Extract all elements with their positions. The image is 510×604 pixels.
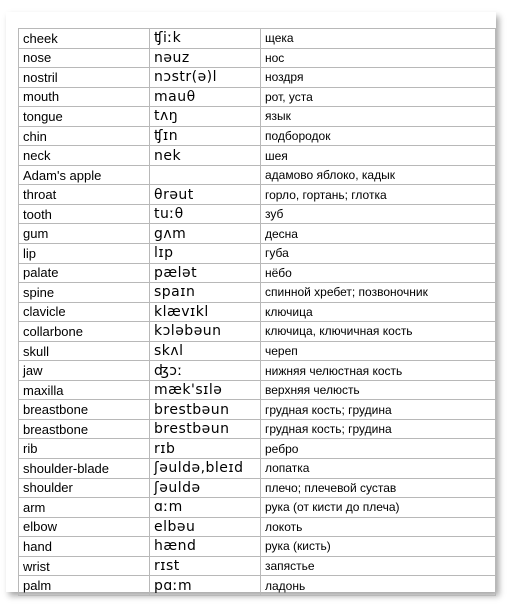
table-row (19, 361, 496, 381)
translation-cell: ребро (261, 439, 496, 459)
translation-cell: губа (261, 244, 496, 264)
transcription-cell: rɪb (150, 439, 261, 459)
transcription-cell: hænd (150, 537, 261, 557)
translation-cell: горло, гортань; глотка (261, 185, 496, 205)
transcription-cell: ʤɔː (150, 361, 261, 381)
translation-cell: рука (кисть) (261, 537, 496, 557)
translation-cell: верхняя челюсть (261, 380, 496, 400)
transcription-cell: ʧiːk (150, 29, 261, 49)
word-cell: rib (19, 439, 150, 459)
word-cell: arm (19, 498, 150, 518)
vocabulary-table-body (19, 29, 496, 596)
transcription-cell: rɪst (150, 556, 261, 576)
word-cell: Adam's apple (19, 165, 150, 185)
transcription-cell: ʧɪn (150, 126, 261, 146)
transcription-cell: ʃəuldə (150, 478, 261, 498)
table-row (19, 439, 496, 459)
translation-cell: грудная кость; грудина (261, 419, 496, 439)
transcription-cell: klævɪkl (150, 302, 261, 322)
word-cell: maxilla (19, 380, 150, 400)
transcription-cell: ɑːm (150, 498, 261, 518)
transcription-cell: pælət (150, 263, 261, 283)
translation-cell: подбородок (261, 126, 496, 146)
table-row (19, 107, 496, 127)
word-cell: collarbone (19, 322, 150, 342)
table-row (19, 459, 496, 479)
transcription-cell (150, 165, 261, 185)
word-cell: elbow (19, 517, 150, 537)
translation-cell: рот, уста (261, 87, 496, 107)
word-cell: shoulder-blade (19, 459, 150, 479)
translation-cell: нос (261, 48, 496, 68)
word-cell: throat (19, 185, 150, 205)
transcription-cell: brestbəun (150, 400, 261, 420)
translation-cell: локоть (261, 517, 496, 537)
transcription-cell: mæk'sɪlə (150, 380, 261, 400)
word-cell: gum (19, 224, 150, 244)
table-frame (6, 12, 496, 592)
table-row (19, 498, 496, 518)
table-row (19, 537, 496, 557)
word-cell: nose (19, 48, 150, 68)
transcription-cell: lɪp (150, 244, 261, 264)
table-row (19, 478, 496, 498)
word-cell: neck (19, 146, 150, 166)
table-row (19, 322, 496, 342)
word-cell: wrist (19, 556, 150, 576)
vocabulary-table (18, 28, 496, 596)
transcription-cell: kɔləbəun (150, 322, 261, 342)
table-row (19, 87, 496, 107)
table-row (19, 380, 496, 400)
table-row (19, 283, 496, 303)
table-row (19, 556, 496, 576)
table-row (19, 341, 496, 361)
word-cell: tooth (19, 204, 150, 224)
word-cell: breastbone (19, 400, 150, 420)
word-cell: skull (19, 341, 150, 361)
table-row (19, 48, 496, 68)
word-cell: hand (19, 537, 150, 557)
word-cell: tongue (19, 107, 150, 127)
translation-cell: адамово яблоко, кадык (261, 165, 496, 185)
table-row (19, 29, 496, 49)
transcription-cell: brestbəun (150, 419, 261, 439)
word-cell: jaw (19, 361, 150, 381)
word-cell: shoulder (19, 478, 150, 498)
translation-cell: запястье (261, 556, 496, 576)
transcription-cell: θrəut (150, 185, 261, 205)
transcription-cell: tuːθ (150, 204, 261, 224)
translation-cell: ноздря (261, 68, 496, 88)
table-row (19, 302, 496, 322)
table-row (19, 224, 496, 244)
word-cell: breastbone (19, 419, 150, 439)
transcription-cell: spaɪn (150, 283, 261, 303)
word-cell: cheek (19, 29, 150, 49)
translation-cell: язык (261, 107, 496, 127)
translation-cell: зуб (261, 204, 496, 224)
table-row (19, 517, 496, 537)
transcription-cell: tʌŋ (150, 107, 261, 127)
transcription-cell: skʌl (150, 341, 261, 361)
table-row (19, 244, 496, 264)
table-row (19, 204, 496, 224)
transcription-cell: ʃəuldə,bleɪd (150, 459, 261, 479)
transcription-cell: elbəu (150, 517, 261, 537)
translation-cell: лопатка (261, 459, 496, 479)
transcription-cell: mauθ (150, 87, 261, 107)
word-cell: lip (19, 244, 150, 264)
table-row (19, 165, 496, 185)
translation-cell: нёбо (261, 263, 496, 283)
word-cell: mouth (19, 87, 150, 107)
translation-cell: плечо; плечевой сустав (261, 478, 496, 498)
word-cell: nostril (19, 68, 150, 88)
translation-cell: нижняя челюстная кость (261, 361, 496, 381)
word-cell: palm (19, 576, 150, 596)
transcription-cell: pɑːm (150, 576, 261, 596)
transcription-cell: gʌm (150, 224, 261, 244)
table-row (19, 419, 496, 439)
translation-cell: десна (261, 224, 496, 244)
word-cell: clavicle (19, 302, 150, 322)
table-row (19, 185, 496, 205)
table-row (19, 126, 496, 146)
table-row (19, 263, 496, 283)
transcription-cell: nɔstr(ə)l (150, 68, 261, 88)
translation-cell: ключица (261, 302, 496, 322)
translation-cell: спинной хребет; позвоночник (261, 283, 496, 303)
table-row (19, 68, 496, 88)
transcription-cell: nek (150, 146, 261, 166)
translation-cell: щека (261, 29, 496, 49)
word-cell: spine (19, 283, 150, 303)
table-row (19, 576, 496, 596)
word-cell: chin (19, 126, 150, 146)
translation-cell: грудная кость; грудина (261, 400, 496, 420)
translation-cell: шея (261, 146, 496, 166)
table-row (19, 146, 496, 166)
word-cell: palate (19, 263, 150, 283)
transcription-cell: nəuz (150, 48, 261, 68)
translation-cell: ключица, ключичная кость (261, 322, 496, 342)
translation-cell: ладонь (261, 576, 496, 596)
table-row (19, 400, 496, 420)
translation-cell: рука (от кисти до плеча) (261, 498, 496, 518)
translation-cell: череп (261, 341, 496, 361)
